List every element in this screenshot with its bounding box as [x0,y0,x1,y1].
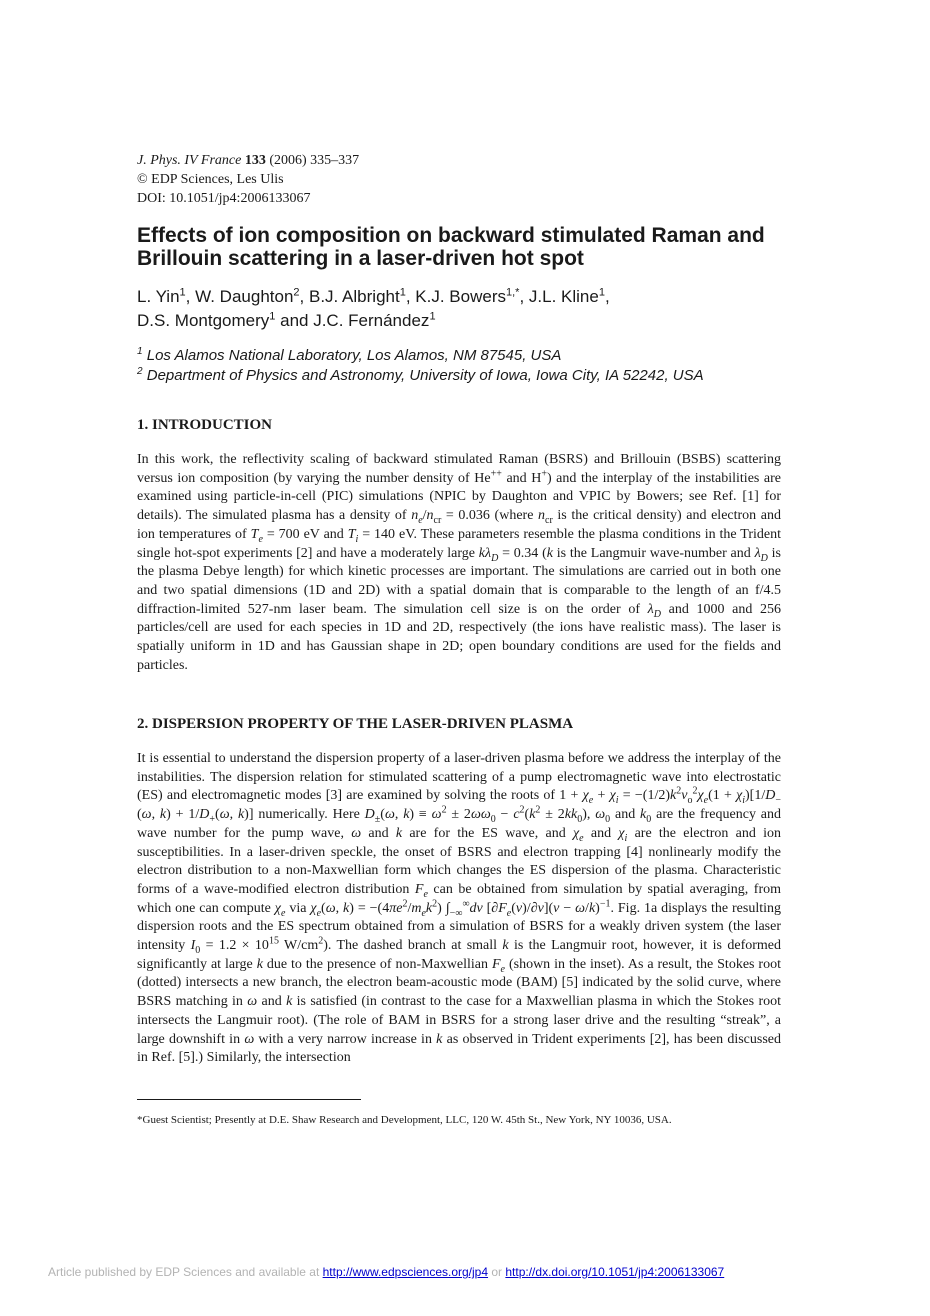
edp-link[interactable]: http://www.edpsciences.org/jp4 [322,1265,489,1279]
author-affiliation-mark: 1 [399,286,406,299]
author-name: W. Daughton [195,287,294,306]
section-heading-dispersion: 2. DISPERSION PROPERTY OF THE LASER-DRIVEN PLASMA [137,716,574,732]
author-affiliation-mark: 1,* [505,286,520,299]
author-name: L. Yin [137,287,180,306]
affiliation-item: $^2$ Department of Physics and Astronomy, University of Iowa, Iowa City, IA 52242, USA [137,366,704,384]
doi-line: DOI: 10.1051/jp4:2006133067 [137,191,311,206]
author-list: L. Yin$^1$, W. Daughton$^2$, B.J. Albright$^1$, K.J. Bowers$^{1,*}$, J.L. Kline$^1$, D.S. Montgomery$^1$ and J.C. Fernández$^1$ [137,286,610,330]
affiliation-item: $^1$ Los Alamos National Laboratory, Los Alamos, NM 87545, USA [137,346,562,364]
author-name: J.C. Fernández [313,311,430,330]
author-affiliation-mark: 2 [293,286,300,299]
publisher-or-text: or [488,1265,506,1279]
doi-link[interactable]: http://dx.doi.org/10.1051/jp4:2006133067 [505,1265,725,1279]
footnote: *Guest Scientist; Presently at D.E. Shaw Research and Development, LLC, 120 W. 45th St., New York, NY 10036, USA. [137,1114,672,1126]
author-affiliation-mark: 1 [429,310,436,323]
section-heading-introduction: 1. INTRODUCTION [137,417,273,433]
journal-volume: 133 [244,153,266,168]
journal-header [137,151,359,208]
affiliation-list [137,346,837,386]
footnote-divider [137,1099,361,1100]
journal-citation [137,151,359,170]
author-name: J.L. Kline [528,287,599,306]
dispersion-paragraph: It is essential to understand the dispersion property of a laser-driven plasma before we address the interplay of the instabilities. The dispersion relation for stimulated scattering of a pump electromagnetic wave into electrostatic (ES) and electromagnetic modes [3] are examined by solving the roots of $1 + \chi_e + \chi_i = -(1/2)k^2v_o^2\chi_e(1 + \chi_i)[1/D_-(\omega$, $k) + 1/D_+(\omega$, k)] numerically. Here $D_\pm(\omega$, $k) \equiv \omega^2 \pm 2\omega\omega_0 - c^2(k^2 \pm 2kk_0)$, $\omega_0$ and $k_0$ are the frequency and wave number for the pump wave, ω and k are for the ES wave, and $\chi_e$ and $\chi_i$ are the electron and ion susceptibilities. In a laser-driven speckle, the onset of BSRS and electron trapping [4] nonlinearly modify the electron distribution to a non-Maxwellian form which changes the ES dispersion of the plasma. Characteristic forms of a wave-modified electron distribution $F_e$ can be obtained from simulation by spatial averaging, from which one can compute $\chi_e$ via $\chi_e(\omega$, $k) = -(4\pi e^2/m_ek^2)$ $\int_{-\infty}^\infty dv$ $[\partial F_e(v)/\partial v](v - \omega/k)^{-1}$. Fig. 1a displays the resulting dispersion roots and the ES spectrum obtained from a simulation of BSRS for a weakly driven system (the laser intensity $I_0 = 1.2 \times 10^{15}$ $W/cm^2$). The dashed branch at small k is the Langmuir root, however, it is deformed significantly at large k due to the presence of non-Maxwellian $F_e$ (shown in the inset). As a result, the Stokes root (dotted) intersects a new branch, the electron beam-acoustic mode (BAM) [5] indicated by the solid curve, where BSRS matching in ω and k is satisfied (in contrast to the case for a Maxwellian plasma in which the Stokes root intersects the Langmuir root). (The role of BAM in BSRS for a strong laser drive and the resulting “streak”, a large downshift in ω with a very narrow increase in k as observed in Trident experiments [2], has been discussed in Ref. [5].) Similarly, the intersection [137,751,782,1066]
publisher-bar [48,1265,724,1279]
author-name: D.S. Montgomery [137,311,270,330]
journal-name: J. Phys. IV France [137,153,242,168]
author-name: B.J. Albright [308,287,400,306]
journal-year-pages: (2006) 335–337 [265,153,360,168]
author-affiliation-mark: 1 [179,286,186,299]
paper-title: Effects of ion composition on backward stimulated Raman and Brillouin scattering in a laser-driven hot spot [137,224,765,270]
introduction-paragraph: In this work, the reflectivity scaling of backward stimulated Raman (BSRS) and Brillouin (BSBS) scattering versus ion composition (by varying the number density of He++ and H+) and the interplay of the instabilities are examined using particle-in-cell (PIC) simulations (NPIC by Daughton and VPIC by Bowers; see Ref. [1] for details). The simulated plasma has a density of $n_e/n_{cr} = 0.036$ (where $n_{cr}$ is the critical density) and electron and ion temperatures of $T_e = 700$ eV and $T_i = 140$ eV. These parameters resemble the plasma conditions in the Trident single hot-spot experiments [2] and have a moderately large $k\lambda_D = 0.34$ (k is the Langmuir wave-number and $\lambda_D$ is the plasma Debye length) for which kinetic processes are important. The simulations are carried out in both one and two spatial dimensions (1D and 2D) with a spatial domain that is comparable to the length of an f/4.5 diffraction-limited 527-nm laser beam. The simulation cell size is on the order of $\lambda_D$ and 1000 and 256 particles/cell are used for each species in 1D and 2D, respectively (the ions have realistic mass). The laser is spatially uniform in 1D and has Gaussian shape in 2D; open boundary conditions are used for the fields and particles. [137,452,782,673]
publisher-text: Article published by EDP Sciences and available at [48,1265,323,1279]
author-affiliation-mark: 1 [598,286,605,299]
author-affiliation-mark: 1 [269,310,276,323]
author-name: K.J. Bowers [415,287,506,306]
copyright-line: © EDP Sciences, Les Ulis [137,172,284,187]
